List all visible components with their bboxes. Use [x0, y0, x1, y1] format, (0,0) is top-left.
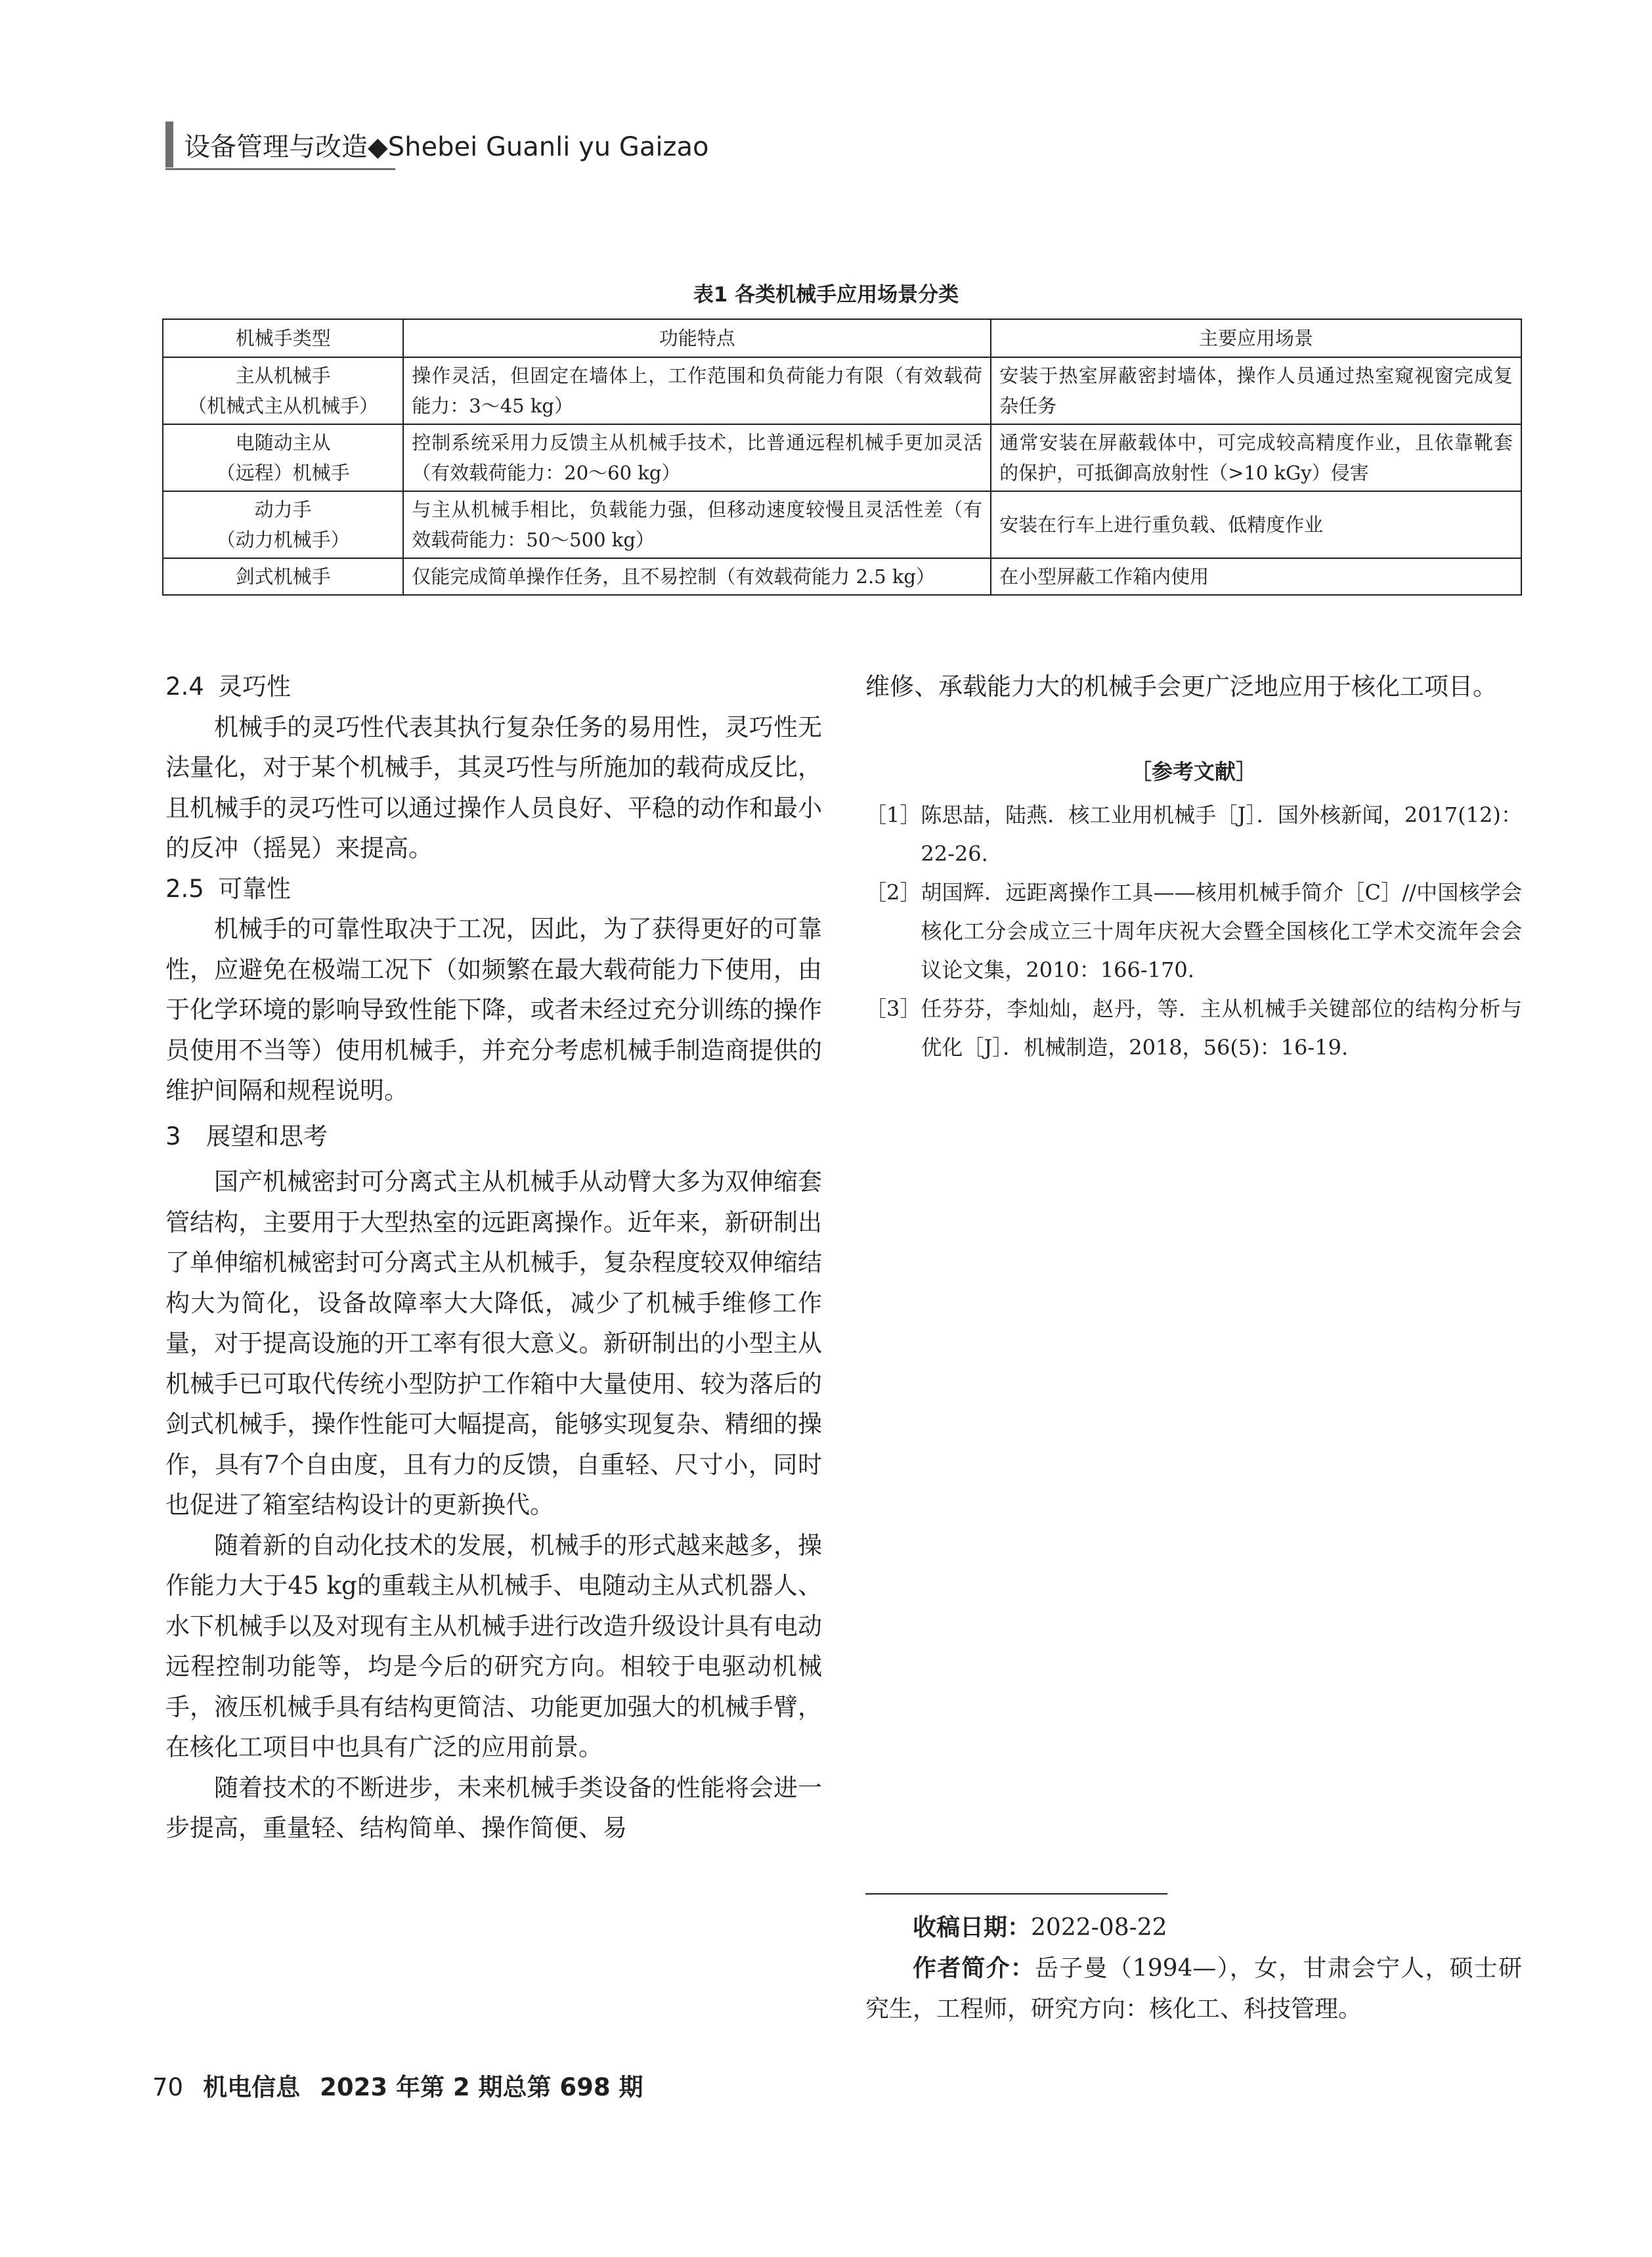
- application-table: [162, 318, 1522, 596]
- reference-number: ［3］: [865, 996, 921, 1021]
- section-number: 2.4: [165, 672, 204, 701]
- cell-type: 动力手 （动力机械手）: [163, 491, 403, 558]
- reference-item: [865, 990, 1522, 1067]
- cell-scene: 在小型屏蔽工作箱内使用: [991, 558, 1521, 595]
- section-heading-2-4: [165, 667, 822, 707]
- section-number: 3: [165, 1122, 181, 1150]
- section-number: 2.5: [165, 874, 204, 903]
- cell-type: 电随动主从 （远程）机械手: [163, 424, 403, 491]
- reference-number: ［2］: [865, 879, 921, 905]
- table-row: [163, 424, 1521, 491]
- section-title: 灵巧性: [218, 672, 291, 701]
- footnote: [865, 1908, 1522, 2030]
- received-date: 收稿日期：2022-08-22: [913, 1914, 1167, 1941]
- paragraph: 机械手的可靠性取决于工况，因此，为了获得更好的可靠性，应避免在极端工况下（如频繁在最大载荷能力下使用，由于化学环境的影响导致性能下降，或者未经过充分训练的操作员使用不当等）使用机械手，并充分考虑机械手制造商提供的维护间隔和规程说明。: [165, 915, 822, 1105]
- author-bio: 作者简介：岳子曼（1994—），女，甘肃会宁人，硕士研究生，工程师，研究方向：核化工、科技管理。: [865, 1955, 1522, 2023]
- paragraph: 机械手的灵巧性代表其执行复杂任务的易用性，灵巧性无法量化，对于某个机械手，其灵巧性与所施加的载荷成反比，且机械手的灵巧性可以通过操作人员良好、平稳的动作和最小的反冲（摇晃）来提高。: [165, 712, 822, 862]
- reference-item: [865, 796, 1522, 873]
- paragraph: 随着新的自动化技术的发展，机械手的形式越来越多，操作能力大于45 kg的重载主从机械手、电随动主从式机器人、水下机械手以及对现有主从机械手进行改造升级设计具有电动远程控制功能等，均是今后的研究方向。相较于电驱动机械手，液压机械手具有结构更简洁、功能更加强大的机械手臂，在核化工项目中也具有广泛的应用前景。: [165, 1531, 822, 1761]
- cell-feature: 操作灵活，但固定在墙体上，工作范围和负荷能力有限（有效载荷能力：3～45 kg）: [403, 357, 991, 424]
- page-footer: [152, 2067, 643, 2103]
- footnote-rule: [865, 1893, 1167, 1895]
- table-row: [163, 357, 1521, 424]
- journal-name: 机电信息: [203, 2073, 301, 2101]
- cell-type: 剑式机械手: [163, 558, 403, 595]
- reference-text: 任芬芬，李灿灿，赵丹，等．主从机械手关键部位的结构分析与优化［J］．机械制造，2018，56(5)：16-19.: [921, 996, 1522, 1060]
- references-title: ［参考文献］: [1130, 758, 1257, 784]
- cell-type: 主从机械手 （机械式主从机械手）: [163, 357, 403, 424]
- running-header: 设备管理与改造◆Shebei Guanli yu Gaizao: [184, 132, 709, 162]
- reference-item: [865, 873, 1522, 990]
- page-number: 70: [152, 2073, 184, 2101]
- header-feature: 功能特点: [403, 319, 991, 357]
- section-title: 可靠性: [218, 874, 291, 903]
- reference-text: 胡国辉．远距离操作工具——核用机械手简介［C］//中国核学会核化工分会成立三十周年庆祝大会暨全国核化工学术交流年会会议论文集，2010：166-170.: [921, 879, 1522, 982]
- table-row: [163, 491, 1521, 558]
- right-column: [865, 667, 1522, 1067]
- section-heading-2-5: [165, 869, 822, 909]
- header-scene: 主要应用场景: [991, 319, 1521, 357]
- cell-feature: 控制系统采用力反馈主从机械手技术，比普通远程机械手更加灵活（有效载荷能力：20～60 kg）: [403, 424, 991, 491]
- paragraph: 国产机械密封可分离式主从机械手从动臂大多为双伸缩套管结构，主要用于大型热室的远距离操作。近年来，新研制出了单伸缩机械密封可分离式主从机械手，复杂程度较双伸缩结构大为简化，设备故障率大大降低，减少了机械手维修工作量，对于提高设施的开工率有很大意义。新研制出的小型主从机械手已可取代传统小型防护工作箱中大量使用、较为落后的剑式机械手，操作性能可大幅提高，能够实现复杂、精细的操作，具有7个自由度，且有力的反馈，自重轻、尺寸小，同时也促进了箱室结构设计的更新换代。: [165, 1168, 822, 1519]
- left-column: [165, 667, 822, 1849]
- cell-feature: 与主从机械手相比，负载能力强，但移动速度较慢且灵活性差（有效载荷能力：50～500 kg）: [403, 491, 991, 558]
- section-title: 展望和思考: [206, 1122, 328, 1150]
- table-row: [163, 558, 1521, 595]
- reference-number: ［1］: [865, 802, 921, 827]
- table-caption: 表1 各类机械手应用场景分类: [693, 283, 959, 307]
- cell-scene: 安装在行车上进行重负载、低精度作业: [991, 491, 1521, 558]
- header-rule: [165, 168, 395, 170]
- reference-text: 陈思喆，陆燕．核工业用机械手［J］．国外核新闻，2017(12)：22-26.: [921, 802, 1522, 866]
- cell-scene: 通常安装在屏蔽载体中，可完成较高精度作业，且依靠靴套的保护，可抵御高放射性（>10 kGy）侵害: [991, 424, 1521, 491]
- section-heading-3: [165, 1116, 822, 1157]
- issue-info: 2023 年第 2 期总第 698 期: [320, 2073, 643, 2101]
- table-header-row: [163, 319, 1521, 357]
- paragraph-continued: 维修、承载能力大的机械手会更广泛地应用于核化工项目。: [865, 672, 1497, 701]
- paragraph: 随着技术的不断进步，未来机械手类设备的性能将会进一步提高，重量轻、结构简单、操作简便、易: [165, 1773, 822, 1842]
- cell-scene: 安装于热室屏蔽密封墙体，操作人员通过热室窥视窗完成复杂任务: [991, 357, 1521, 424]
- cell-feature: 仅能完成简单操作任务，且不易控制（有效载荷能力 2.5 kg）: [403, 558, 991, 595]
- header-bar: [165, 121, 173, 167]
- header-type: 机械手类型: [163, 319, 403, 357]
